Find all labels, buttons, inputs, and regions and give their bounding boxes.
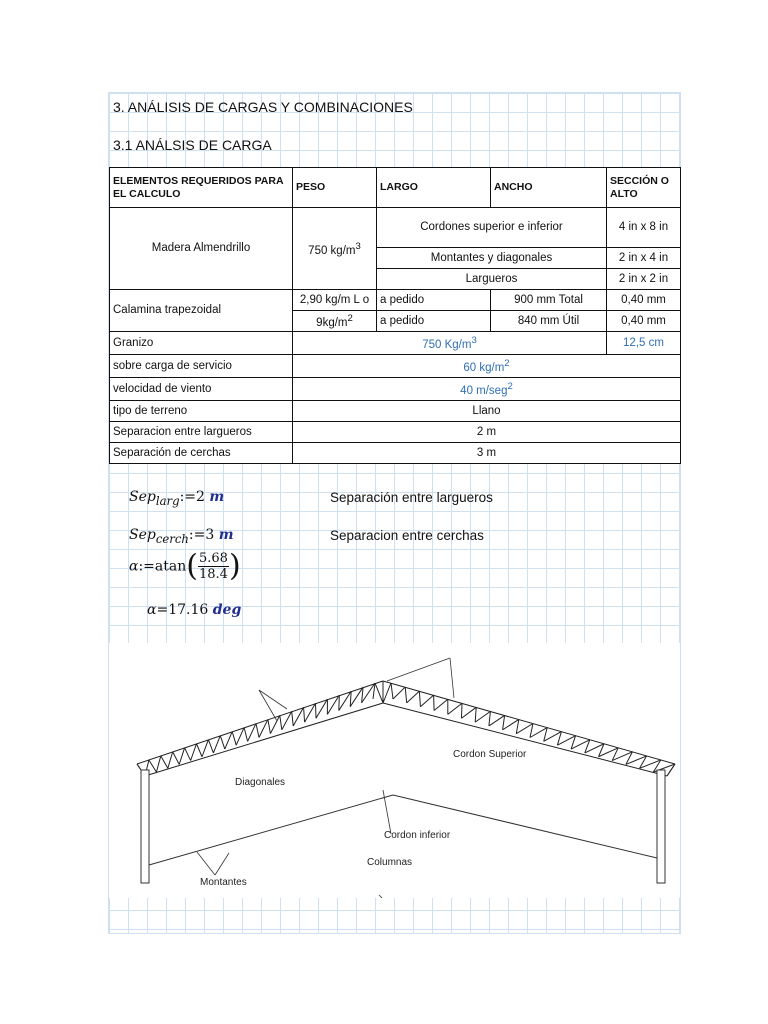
worksheet <box>108 92 681 934</box>
assign-operator: := <box>179 489 197 505</box>
terreno-label: tipo de terreno <box>110 401 293 422</box>
madera-peso-value: 750 kg/m <box>308 244 356 257</box>
sep-larg-unit: m <box>209 489 225 505</box>
madera-desc-1: Cordones superior e inferior <box>377 208 607 248</box>
truss-diagram <box>109 643 680 898</box>
right-paren: ) <box>228 548 241 584</box>
calamina-ancho-1: 900 mm Total <box>491 290 607 311</box>
calamina-largo-2: a pedido <box>377 311 491 332</box>
header-largo: LARGO <box>377 168 491 208</box>
alpha-value: 17.16 <box>168 602 209 618</box>
calamina-seccion-2: 0,40 mm <box>607 311 681 332</box>
sep-larg-symbol: Sep <box>129 489 156 505</box>
table-row <box>110 208 681 248</box>
madera-label: Madera Almendrillo <box>110 208 293 290</box>
madera-desc-2: Montantes y diagonales <box>377 248 607 269</box>
table-row <box>110 443 681 464</box>
sep-largueros-label: Separacion entre largueros <box>110 422 293 443</box>
calamina-peso-2-exponent: 2 <box>347 313 353 325</box>
fraction-numerator: 5.68 <box>198 551 228 566</box>
sobrecarga-value-exponent: 2 <box>504 358 510 370</box>
calamina-peso-2 <box>293 311 377 332</box>
sep-cerch-description: Separacion entre cerchas <box>330 528 484 543</box>
sep-larg-description: Separación entre largueros <box>330 490 493 505</box>
viento-value-text: 40 m/seg <box>460 384 508 397</box>
alpha-fraction <box>198 551 229 582</box>
madera-desc-3: Largueros <box>377 269 607 290</box>
section-heading: 3. ANÁLISIS DE CARGAS Y COMBINACIONES <box>113 99 413 115</box>
column-right <box>657 770 665 883</box>
table-row <box>110 401 681 422</box>
granizo-value-exponent: 3 <box>471 335 477 347</box>
header-elementos: ELEMENTOS REQUERIDOS PARA EL CALCULO <box>110 168 293 208</box>
montante-right-5 <box>462 703 463 718</box>
subsection-heading: 3.1 ANÁLSIS DE CARGA <box>113 137 272 153</box>
calamina-label: Calamina trapezoidal <box>110 290 293 332</box>
granizo-label: Granizo <box>110 332 293 355</box>
montante-right-3 <box>434 695 435 710</box>
sep-larg-subscript: larg <box>155 493 180 508</box>
atan-function: atan <box>154 558 187 575</box>
sep-cerch-symbol: Sep <box>129 527 156 543</box>
granizo-value <box>293 332 607 355</box>
alpha-unit: deg <box>212 602 242 618</box>
madera-seccion-1: 4 in x 8 in <box>607 208 681 248</box>
calamina-peso-1: 2,90 kg/m L o <box>293 290 377 311</box>
table-row <box>110 378 681 401</box>
sobrecarga-label: sobre carga de servicio <box>110 355 293 378</box>
montante-left-17 <box>339 695 340 710</box>
label-cordon-superior: Cordon Superior <box>453 749 527 760</box>
madera-peso <box>293 208 377 290</box>
sep-largueros-value: 2 m <box>293 422 681 443</box>
column-left <box>141 770 149 883</box>
header-ancho: ANCHO <box>491 168 607 208</box>
header-seccion: SECCIÓN O ALTO <box>607 168 681 208</box>
calamina-ancho-2: 840 mm Útil <box>491 311 607 332</box>
terreno-value: Llano <box>293 401 681 422</box>
alpha-definition <box>129 548 241 584</box>
equals-operator: = <box>156 602 169 618</box>
header-peso: PESO <box>293 168 377 208</box>
sep-cerch-unit: m <box>218 527 234 543</box>
madera-seccion-3: 2 in x 2 in <box>607 269 681 290</box>
calamina-peso-2-value: 9kg/m <box>316 316 348 329</box>
assign-operator: := <box>188 527 206 543</box>
sobrecarga-value <box>293 355 681 378</box>
sep-cerch-subscript: cerch <box>155 531 189 546</box>
sep-larg-value: 2 <box>196 489 205 505</box>
table-header-row <box>110 168 681 208</box>
sep-larg-equation <box>129 489 224 508</box>
madera-peso-exponent: 3 <box>355 240 361 252</box>
sep-cerch-value: 3 <box>205 527 215 543</box>
calamina-largo-1: a pedido <box>377 290 491 311</box>
sobrecarga-value-text: 60 kg/m <box>463 361 505 374</box>
assign-operator: := <box>138 558 155 575</box>
label-montantes: Montantes <box>200 877 247 888</box>
alpha-symbol: α <box>129 558 139 575</box>
label-columnas: Columnas <box>367 857 413 868</box>
viento-value-exponent: 2 <box>507 381 513 393</box>
alpha-symbol: α <box>147 602 157 618</box>
madera-seccion-2: 2 in x 4 in <box>607 248 681 269</box>
viento-label: velocidad de viento <box>110 378 293 401</box>
table-row <box>110 332 681 355</box>
label-diagonales: Diagonales <box>235 777 286 788</box>
label-cordon-inferior: Cordon inferior <box>384 830 451 841</box>
calamina-seccion-1: 0,40 mm <box>607 290 681 311</box>
viento-value <box>293 378 681 401</box>
granizo-value-text: 750 Kg/m <box>422 338 472 351</box>
montante-left-15 <box>316 703 317 718</box>
table-row <box>110 290 681 311</box>
table-row <box>110 355 681 378</box>
sep-cerchas-value: 3 m <box>293 443 681 464</box>
load-analysis-table <box>109 167 681 464</box>
sep-cerchas-label: Separación de cerchas <box>110 443 293 464</box>
alpha-result <box>147 602 241 618</box>
sep-cerch-equation <box>129 527 234 546</box>
left-paren: ( <box>186 548 198 584</box>
table-row <box>110 422 681 443</box>
granizo-seccion: 12,5 cm <box>607 332 681 355</box>
fraction-denominator: 18.4 <box>198 567 228 582</box>
